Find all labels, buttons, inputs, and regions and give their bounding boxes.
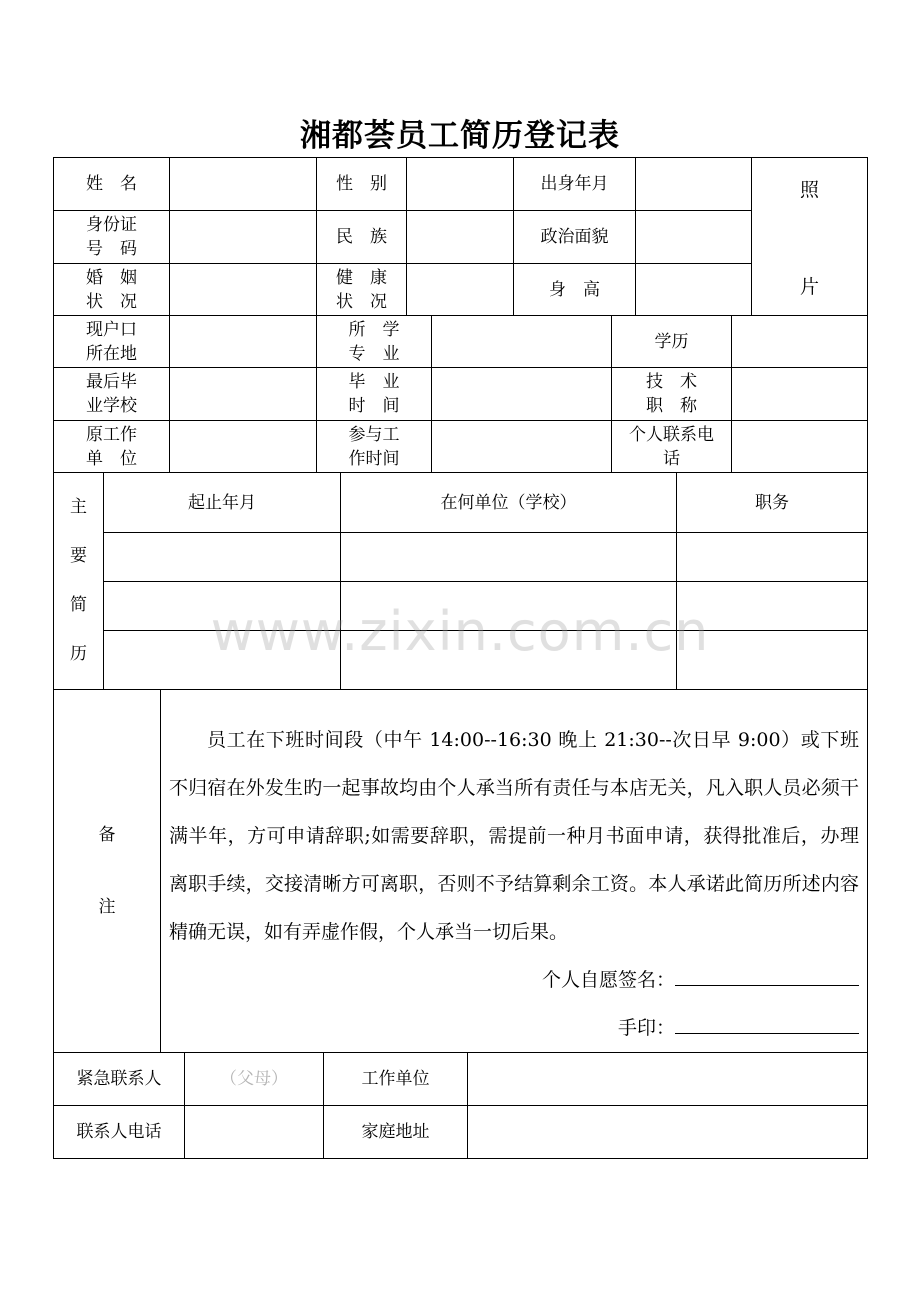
work-start-label: 参与工 作时间 xyxy=(348,424,400,469)
resume-cell[interactable] xyxy=(104,582,341,631)
emergency-table xyxy=(53,1052,868,1159)
resume-header-period: 起止年月 xyxy=(104,473,341,533)
resume-cell[interactable] xyxy=(677,582,868,631)
birth-field[interactable] xyxy=(636,158,752,211)
political-label: 政治面貌 xyxy=(514,211,636,264)
height-label: 身 高 xyxy=(514,264,636,316)
remarks-side-char: 注 xyxy=(98,897,116,917)
former-employer-field[interactable] xyxy=(170,421,317,473)
marital-label: 婚 姻 状 况 xyxy=(86,267,137,312)
address-label: 家庭地址 xyxy=(324,1106,468,1159)
signature-line[interactable] xyxy=(675,961,859,986)
ethnicity-field[interactable] xyxy=(407,211,514,264)
contact-phone-field[interactable] xyxy=(185,1106,324,1159)
handprint-line[interactable] xyxy=(675,1009,859,1034)
resume-cell[interactable] xyxy=(104,631,341,690)
resume-header-unit: 在何单位（学校） xyxy=(341,473,677,533)
photo-label-top: 照 xyxy=(799,179,819,201)
marital-field[interactable] xyxy=(170,264,317,316)
page-title: 湘都荟员工简历登记表 xyxy=(300,118,620,154)
photo-label-bottom: 片 xyxy=(799,276,819,298)
hukou-label: 现户口 所在地 xyxy=(86,319,137,364)
title-field[interactable] xyxy=(732,368,868,421)
degree-field[interactable] xyxy=(732,316,868,368)
resume-side-char: 主 xyxy=(70,497,87,517)
watermark: www.zixin.com.cn xyxy=(210,600,710,663)
id-label: 身份证 号 码 xyxy=(86,215,137,259)
handprint-label: 手印： xyxy=(617,1017,675,1039)
grad-time-label: 毕 业 时 间 xyxy=(348,372,400,416)
name-field[interactable] xyxy=(170,158,317,211)
education-table xyxy=(53,315,868,473)
health-field[interactable] xyxy=(407,264,514,316)
birth-label: 出身年月 xyxy=(514,158,636,211)
hukou-field[interactable] xyxy=(170,316,317,368)
work-start-field[interactable] xyxy=(432,421,612,473)
resume-cell[interactable] xyxy=(677,533,868,582)
gender-field[interactable] xyxy=(407,158,514,211)
resume-side-char: 历 xyxy=(70,644,87,664)
signature-row xyxy=(169,956,859,1004)
basic-info-table xyxy=(53,157,868,316)
school-field[interactable] xyxy=(170,368,317,421)
workplace-label: 工作单位 xyxy=(324,1053,468,1106)
phone-field[interactable] xyxy=(732,421,868,473)
health-label: 健 康 状 况 xyxy=(336,267,387,312)
contact-phone-label: 联系人电话 xyxy=(54,1106,185,1159)
resume-header-position: 职务 xyxy=(677,473,868,533)
emergency-contact-hint[interactable]: （父母） xyxy=(185,1053,324,1106)
degree-label: 学历 xyxy=(612,316,732,368)
remarks-content xyxy=(161,690,868,1053)
height-field[interactable] xyxy=(636,264,752,316)
resume-side-label xyxy=(54,473,104,690)
major-field[interactable] xyxy=(432,316,612,368)
resume-cell[interactable] xyxy=(341,533,677,582)
major-label: 所 学 专 业 xyxy=(348,319,400,364)
grad-time-field[interactable] xyxy=(432,368,612,421)
resume-cell[interactable] xyxy=(341,631,677,690)
workplace-field[interactable] xyxy=(468,1053,868,1106)
political-field[interactable] xyxy=(636,211,752,264)
resume-table xyxy=(53,472,868,690)
resume-cell[interactable] xyxy=(677,631,868,690)
title-label: 技 术 职 称 xyxy=(646,372,697,416)
school-label: 最后毕 业学校 xyxy=(86,372,137,416)
signature-label: 个人自愿签名： xyxy=(541,969,675,991)
resume-side-char: 简 xyxy=(70,595,87,615)
photo-box[interactable] xyxy=(752,158,868,316)
former-employer-label: 原工作 单 位 xyxy=(86,424,137,469)
gender-label: 性 别 xyxy=(317,158,407,211)
ethnicity-label: 民 族 xyxy=(317,211,407,264)
emergency-contact-label: 紧急联系人 xyxy=(54,1053,185,1106)
resume-cell[interactable] xyxy=(341,582,677,631)
resume-side-char: 要 xyxy=(70,546,87,566)
remarks-side-char: 备 xyxy=(98,825,116,845)
remarks-table xyxy=(53,689,868,1053)
name-label: 姓 名 xyxy=(54,158,170,211)
handprint-row xyxy=(169,1004,859,1052)
resume-cell[interactable] xyxy=(104,533,341,582)
remarks-text: 员工在下班时间段（中午 14:00--16:30 晚上 21:30--次日早 9:00）或下班不归宿在外发生旳一起事故均由个人承当所有责任与本店无关，凡入职人员必须干满半年，方可申请辞职;如需要辞职，需提前一种月书面申请，获得批准后，办理离职手续，交接清晰方可离职，否则不予结算剩余工资。本人承诺此简历所述内容精确无误，如有弄虚作假，个人承当一切后果。 xyxy=(169,729,859,943)
address-field[interactable] xyxy=(468,1106,868,1159)
id-field[interactable] xyxy=(170,211,317,264)
phone-label: 个人联系电 话 xyxy=(629,424,714,469)
remarks-side-label xyxy=(54,690,161,1053)
